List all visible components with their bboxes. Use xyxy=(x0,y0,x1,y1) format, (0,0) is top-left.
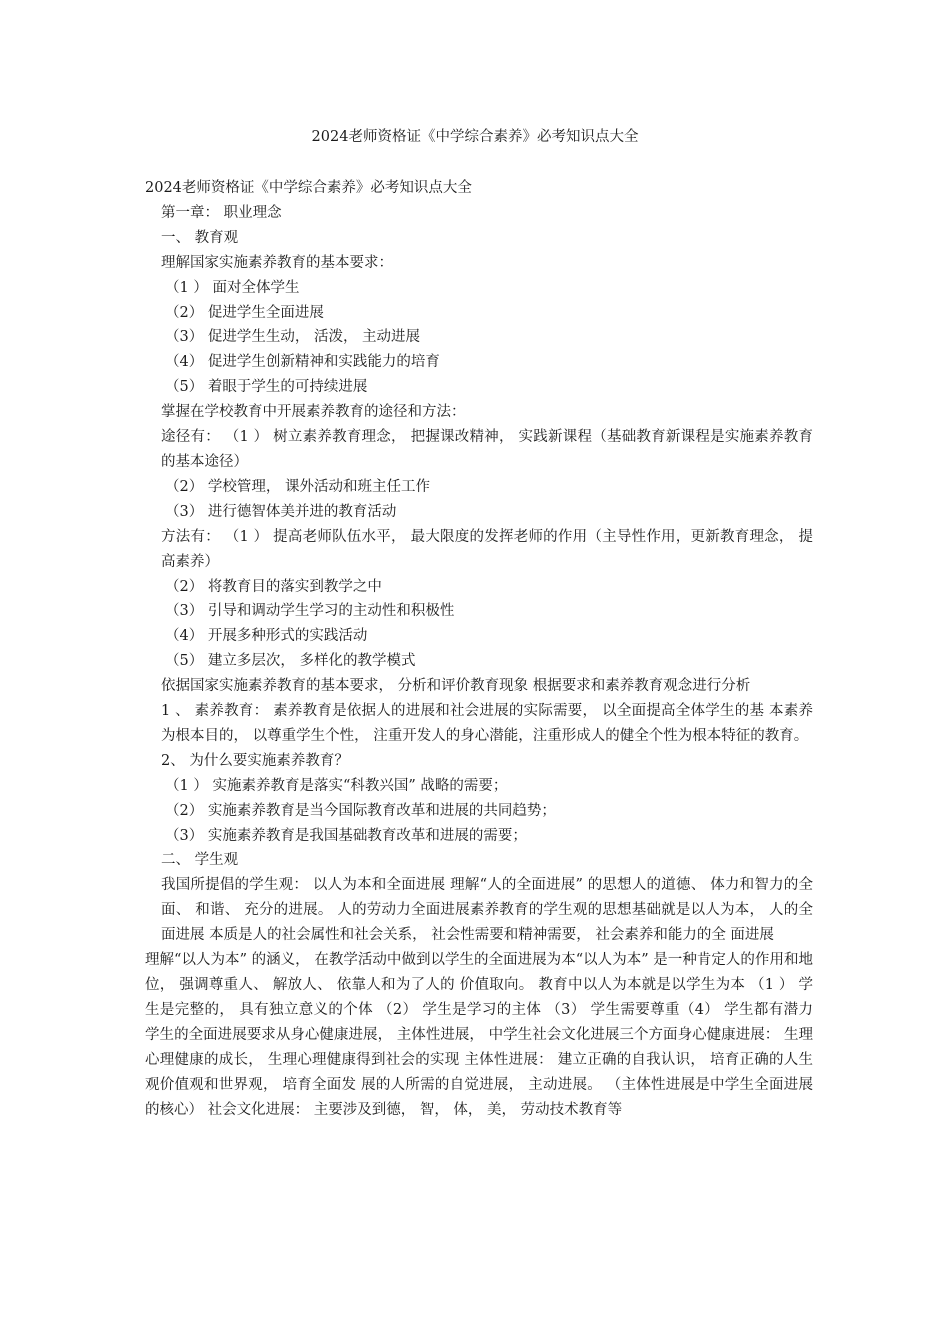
paragraph: （2） 学校管理， 课外活动和班主任工作 xyxy=(165,478,430,495)
paragraph: （2） 促进学生全面进展 xyxy=(165,304,324,321)
paragraph: 我国所提倡的学生观： 以人为本和全面进展 理解“人的全面进展” 的思想人的道德、 体力和智力的全面、 和谐、 充分的进展。 人的劳动力全面进展素养教育的学生观的思想基础就是以人为本， 人的全面进展 本质是人的社会属性和社会关系， 社会性需要和精神需要， 社会素养和能力的全 面进展 xyxy=(161,877,813,944)
paragraph: （2） 将教育目的落实到教学之中 xyxy=(165,578,382,595)
paragraph: （3） 进行德智体美并进的教育活动 xyxy=(165,503,397,520)
paragraph: 理解国家实施素养教育的基本要求： xyxy=(161,254,393,271)
paragraph: （4） 促进学生创新精神和实践能力的培育 xyxy=(165,354,440,371)
paragraph: 掌握在学校教育中开展素养教育的途径和方法： xyxy=(161,404,466,421)
paragraph: 依据国家实施素养教育的基本要求， 分析和评价教育现象 根据要求和素养教育观念进行分析 xyxy=(161,678,751,695)
paragraph: 第一章： 职业理念 xyxy=(161,204,282,221)
document-body xyxy=(145,176,813,1122)
paragraph: （5） 建立多层次， 多样化的教学模式 xyxy=(165,653,416,670)
paragraph: （3） 实施素养教育是我国基础教育改革和进展的需要； xyxy=(165,827,527,844)
paragraph: 理解“以人为本” 的涵义， 在教学活动中做到以学生的全面进展为本“以人为本” 是一种肯定人的作用和地位， 强调尊重人、 解放人、 依靠人和为了人的 价值取向。 教育中以人为本就是以学生为本 （1 ） 学生是完整的， 具有独立意义的个体 （2） 学生是学习的主体 （3） 学生需要尊重（4） 学生都有潜力 学生的全面进展要求从身心健康进展， 主体性进展， 中学生社会文化进展三个方面身心健康进展： 生理心理健康的成长， 生理心理健康得到社会的实现 主体性进展： 建立正确的自我认识， 培育正确的人生观价值观和世界观， 培育全面发 展的人所需的自觉进展， 主动进展。 （主体性进展是中学生全面进展的核心） 社会文化进展： 主要涉及到德， 智， 体， 美， 劳动技术教育等 xyxy=(145,952,813,1118)
paragraph: 二、 学生观 xyxy=(161,852,239,869)
paragraph: 途径有： （1 ） 树立素养教育理念， 把握课改精神， 实践新课程（基础教育新课程是实施素养教育 的基本途径） xyxy=(161,429,813,470)
paragraph: （3） 引导和调动学生学习的主动性和积极性 xyxy=(165,603,455,620)
paragraph: 2024老师资格证《中学综合素养》必考知识点大全 xyxy=(145,180,472,196)
paragraph: 一、 教育观 xyxy=(161,229,239,246)
paragraph: （2） 实施素养教育是当今国际教育改革和进展的共同趋势； xyxy=(165,802,556,819)
document-title: 2024老师资格证《中学综合素养》必考知识点大全 xyxy=(311,129,639,145)
paragraph: 方法有： （1 ） 提高老师队伍水平， 最大限度的发挥老师的作用（主导性作用，更新教育理念， 提高素养） xyxy=(161,528,813,570)
paragraph: （4） 开展多种形式的实践活动 xyxy=(165,628,368,645)
paragraph: （5） 着眼于学生的可持续进展 xyxy=(165,379,368,396)
paragraph: （1 ） 面对全体学生 xyxy=(165,279,300,296)
paragraph: （1 ） 实施素养教育是落实“科教兴国” 战略的需要； xyxy=(165,777,508,794)
paragraph: （3） 促进学生生动， 活泼， 主动进展 xyxy=(165,329,421,346)
paragraph: 1 、 素养教育： 素养教育是依据人的进展和社会进展的实际需要， 以全面提高全体学生的基 本素养为根本目的， 以尊重学生个性， 注重开发人的身心潜能，注重形成人的健全个性为根本特征的教育。 xyxy=(161,703,813,744)
paragraph: 2、 为什么要实施素养教育？ xyxy=(161,752,349,769)
